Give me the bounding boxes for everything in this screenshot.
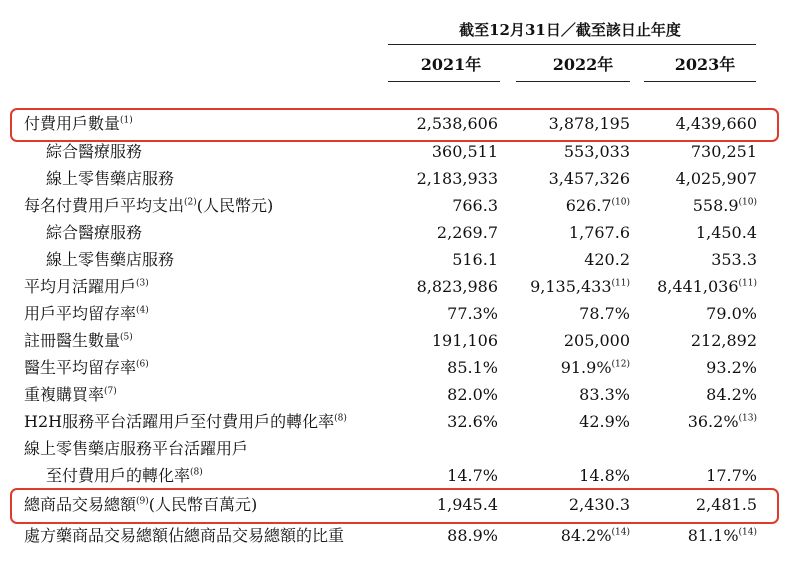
value-2021: 82.0% — [447, 385, 498, 404]
year-header-2022: 2022年 — [552, 55, 614, 74]
row-label: 線上零售藥店服務 — [46, 169, 175, 188]
value-2022: 3,878,195 — [548, 114, 630, 133]
value-2021: 191,106 — [431, 331, 498, 350]
table-row — [0, 437, 790, 463]
value-2023: 81.1%$^{(14)}$ — [687, 526, 757, 545]
value-2023: 36.2%$^{(13)}$ — [687, 412, 757, 431]
value-2023: 212,892 — [690, 331, 757, 350]
value-2023: 84.2% — [706, 385, 757, 404]
table-row — [0, 524, 790, 550]
value-2021: 2,538,606 — [416, 114, 498, 133]
year-divider-2022 — [516, 81, 630, 82]
value-2022: 42.9% — [579, 412, 630, 431]
year-divider-2021 — [388, 81, 500, 82]
value-2023: 353.3 — [711, 250, 757, 269]
table-row — [0, 112, 790, 138]
value-2021: 32.6% — [447, 412, 498, 431]
value-2022: 2,430.3 — [568, 495, 630, 514]
value-2021: 77.3% — [447, 304, 498, 323]
table-row — [0, 275, 790, 301]
row-label: 處方藥商品交易總額佔總商品交易總額的比重 — [24, 526, 345, 545]
value-2022: 14.8% — [579, 466, 630, 485]
year-divider-2023 — [644, 81, 756, 82]
value-2022: 9,135,433$^{(11)}$ — [530, 277, 630, 296]
value-2022: 420.2 — [584, 250, 630, 269]
value-2022: 91.9%$^{(12)}$ — [560, 358, 630, 377]
value-2023: 4,439,660 — [675, 114, 757, 133]
value-2021: 2,183,933 — [416, 169, 498, 188]
row-label: 用戶平均留存率$^{(4)}$ — [24, 304, 149, 323]
table-row — [0, 194, 790, 220]
table-row — [0, 248, 790, 274]
table-row — [0, 221, 790, 247]
value-2023: 2,481.5 — [695, 495, 757, 514]
year-header-2021: 2021年 — [420, 55, 482, 74]
table-row — [0, 493, 790, 519]
table-row — [0, 167, 790, 193]
row-label: 線上零售藥店服務平台活躍用戶 — [24, 439, 249, 458]
value-2022: 78.7% — [579, 304, 630, 323]
table-row — [0, 410, 790, 436]
value-2023: 558.9$^{(10)}$ — [692, 196, 757, 215]
row-label: 至付費用戶的轉化率$^{(8)}$ — [46, 466, 203, 485]
row-label: 付費用戶數量$^{(1)}$ — [24, 114, 133, 133]
value-2021: 516.1 — [452, 250, 498, 269]
table-row — [0, 329, 790, 355]
row-label: 醫生平均留存率$^{(6)}$ — [24, 358, 149, 377]
value-2022: 553,033 — [563, 142, 630, 161]
value-2021: 88.9% — [447, 526, 498, 545]
row-label: 註冊醫生數量$^{(5)}$ — [24, 331, 133, 350]
value-2022: 205,000 — [563, 331, 630, 350]
value-2022: 83.3% — [579, 385, 630, 404]
year-header-2023: 2023年 — [674, 55, 736, 74]
row-label: H2H服務平台活躍用戶至付費用戶的轉化率$^{(8)}$ — [24, 412, 347, 431]
value-2023: 79.0% — [706, 304, 757, 323]
value-2021: 85.1% — [447, 358, 498, 377]
value-2022: 3,457,326 — [548, 169, 630, 188]
value-2023: 8,441,036$^{(11)}$ — [657, 277, 757, 296]
table-row — [0, 356, 790, 382]
period-header: 截至12月31日／截至該日止年度 — [459, 21, 681, 39]
value-2021: 360,511 — [431, 142, 498, 161]
row-label: 重複購買率$^{(7)}$ — [24, 385, 117, 404]
table-row — [0, 383, 790, 409]
row-label: 綜合醫療服務 — [46, 223, 143, 242]
value-2021: 8,823,986 — [416, 277, 498, 296]
row-label: 總商品交易總額$^{(9)}$(人民幣百萬元) — [24, 495, 258, 514]
value-2023: 730,251 — [690, 142, 757, 161]
row-label: 線上零售藥店服務 — [46, 250, 175, 269]
row-label: 平均月活躍用戶$^{(3)}$ — [24, 277, 149, 296]
table-row — [0, 140, 790, 166]
value-2022: 1,767.6 — [568, 223, 630, 242]
value-2021: 1,945.4 — [436, 495, 498, 514]
value-2021: 766.3 — [452, 196, 498, 215]
table-row — [0, 302, 790, 328]
row-label: 每名付費用戶平均支出$^{(2)}$(人民幣元) — [24, 196, 274, 215]
header-divider — [388, 44, 756, 45]
value-2023: 4,025,907 — [675, 169, 757, 188]
table-row — [0, 464, 790, 490]
value-2023: 1,450.4 — [695, 223, 757, 242]
value-2022: 626.7$^{(10)}$ — [565, 196, 630, 215]
value-2023: 17.7% — [706, 466, 757, 485]
value-2021: 2,269.7 — [436, 223, 498, 242]
row-label: 綜合醫療服務 — [46, 142, 143, 161]
value-2023: 93.2% — [706, 358, 757, 377]
value-2021: 14.7% — [447, 466, 498, 485]
value-2022: 84.2%$^{(14)}$ — [560, 526, 630, 545]
